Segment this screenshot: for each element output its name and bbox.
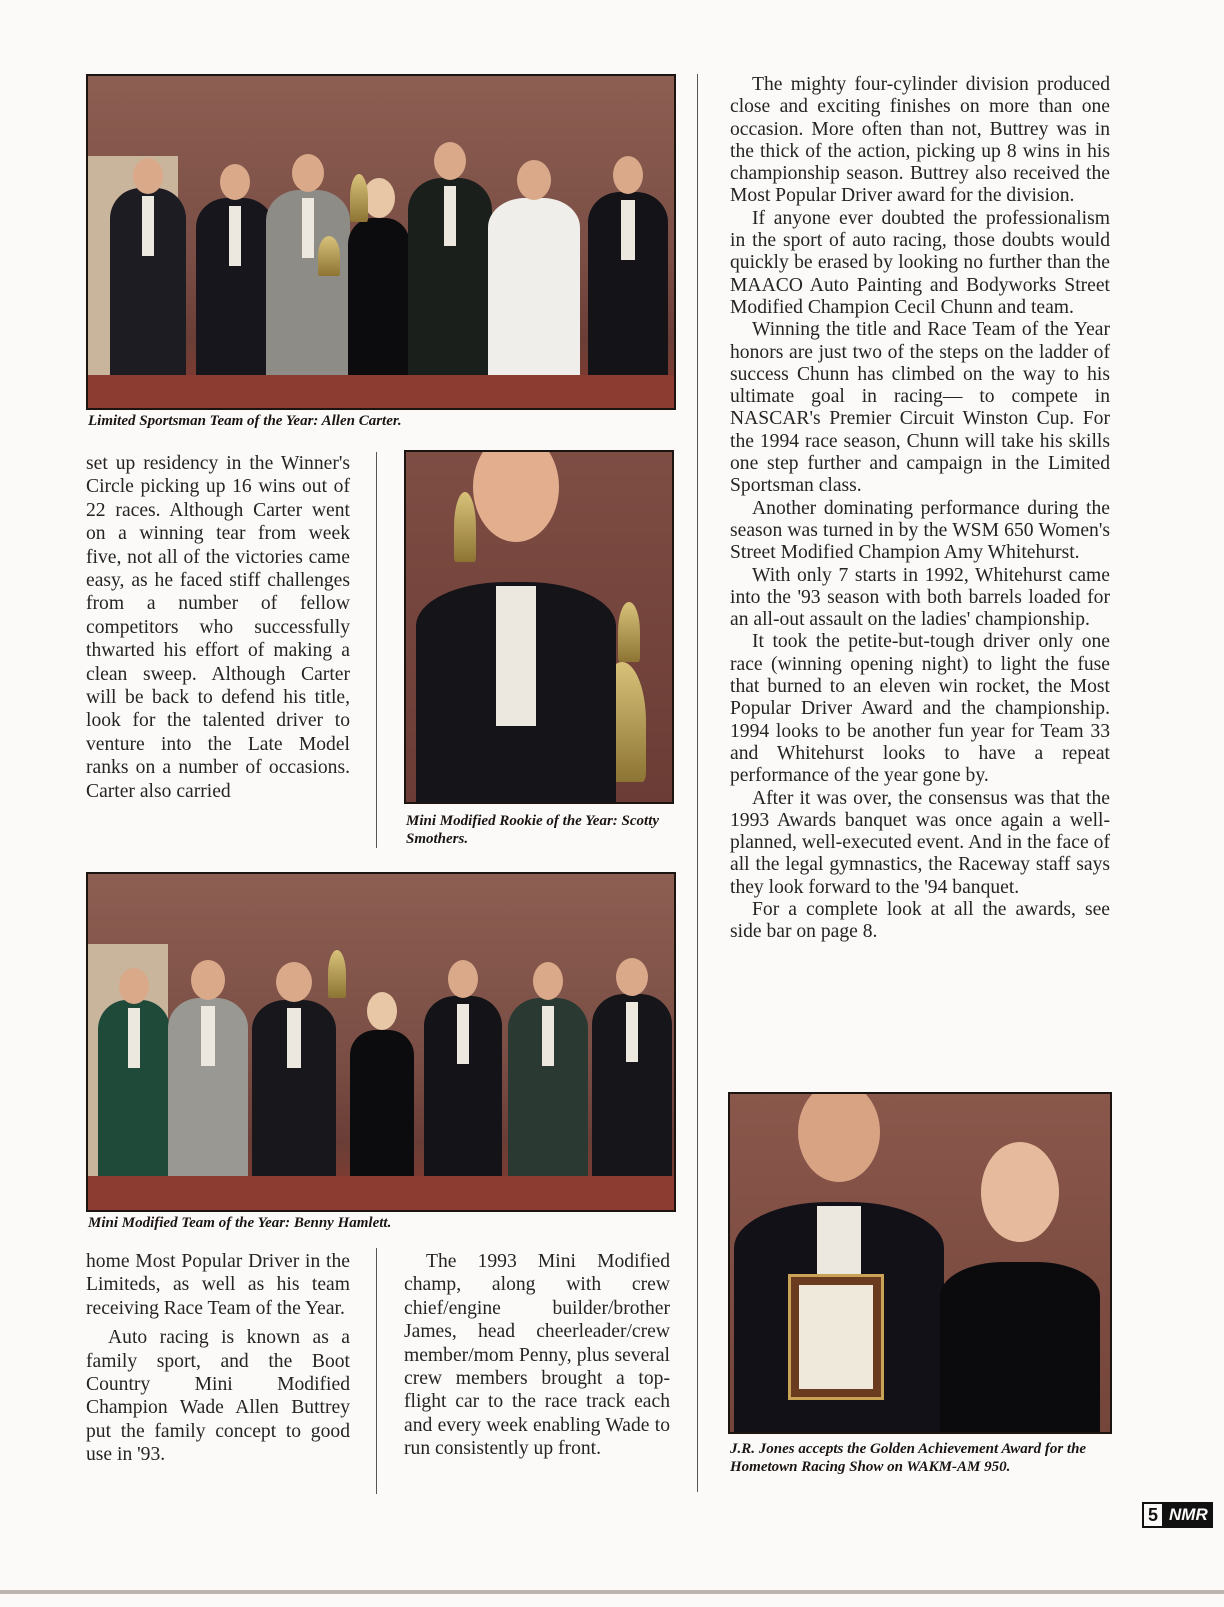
paragraph: Auto racing is known as a family sport, and the Boot Country Mini Modified Champion Wade Allen Buttrey put the family concept to good use in '93. <box>86 1327 350 1466</box>
page-folio <box>1142 1502 1213 1528</box>
paragraph: The 1993 Mini Modified champ, along with crew chief/engine builder/brother James, head cheerleader/crew member/mom Penny, plus several crew members brought a top-flight car to the race track each and every week enabling Wade to run consistently up front. <box>404 1251 670 1460</box>
paragraph: For a complete look at all the awards, see side bar on page 8. <box>730 898 1110 943</box>
photo-caption-mini-modified-team: Mini Modified Team of the Year: Benny Hamlett. <box>88 1215 392 1231</box>
paragraph: home Most Popular Driver in the Limiteds, as well as his team receiving Race Team of the Year. <box>86 1251 350 1319</box>
paragraph: The mighty four-cylinder division produced close and exciting finishes on more than one occasion. More often than not, Buttrey was in the thick of the action, picking up 8 wins in his championship season. Buttrey also received the Most Popular Driver award for the division. <box>730 74 1110 207</box>
magazine-logo: NMR <box>1164 1502 1213 1528</box>
photo-caption-limited-sportsman: Limited Sportsman Team of the Year: Allen Carter. <box>88 413 402 429</box>
article-column-left-top <box>86 452 350 803</box>
page-bottom-rule <box>0 1590 1224 1594</box>
photo-mini-modified-team <box>86 872 676 1212</box>
article-column-middle-bottom <box>404 1250 670 1461</box>
award-plaque <box>788 1274 884 1400</box>
paragraph: set up residency in the Winner's Circle picking up 16 wins out of 22 races. Although Carter went on a winning tear from week five, not all of the victories came easy, as he faced stiff challenges from a number of fellow competitors who successfully thwarted his effort of making a clean sweep. Although Carter will be back to defend his title, look for the talented driver to venture into the Late Model ranks on a number of occasions. Carter also carried <box>86 453 350 802</box>
paragraph: With only 7 starts in 1992, Whitehurst came into the '93 season with both barrels loaded for an all-out assault on the ladies' championship. <box>730 564 1110 631</box>
paragraph: It took the petite-but-tough driver only one race (winning opening night) to light the fuse that burned to an eleven win rocket, the Most Popular Driver Award and the championship. 1994 looks to be another fun year for Team 33 and Whitehurst looks to have a repeat performance of the year gone by. <box>730 631 1110 787</box>
page-number: 5 <box>1142 1502 1164 1528</box>
column-divider <box>697 74 698 1492</box>
paragraph: Winning the title and Race Team of the Year honors are just two of the steps on the ladder of success Chunn has climbed on the way to his ultimate goal in racing— to compete in NASCAR's Premier Circuit Winston Cup. For the 1994 race season, Chunn will take his skills one step further and campaign in the Limited Sportsman class. <box>730 319 1110 497</box>
photo-caption-jr-jones: J.R. Jones accepts the Golden Achievement Award for the Hometown Racing Show on WAKM-AM 950. <box>730 1441 1087 1475</box>
article-column-left-bottom <box>86 1250 350 1467</box>
photo-jr-jones-award <box>728 1092 1112 1434</box>
article-column-right <box>730 74 1110 944</box>
paragraph: If anyone ever doubted the professionalism in the sport of auto racing, those doubts would quickly be erased by looking no further than the MAACO Auto Painting and Bodyworks Street Modified Champion Cecil Chunn and team. <box>730 207 1110 318</box>
photo-limited-sportsman-team <box>86 74 676 410</box>
column-divider <box>376 452 377 848</box>
paragraph: After it was over, the consensus was that the 1993 Awards banquet was once again a well-planned, well-executed event. And in the face of all the legal gymnastics, the Raceway staff says they look forward to the '94 banquet. <box>730 787 1110 898</box>
photo-mini-modified-rookie <box>404 450 674 804</box>
photo-caption-mini-modified-rookie: Mini Modified Rookie of the Year: Scotty Smothers. <box>406 813 660 847</box>
column-divider <box>376 1248 377 1494</box>
paragraph: Another dominating performance during the season was turned in by the WSM 650 Women's Street Modified Champion Amy Whitehurst. <box>730 497 1110 564</box>
